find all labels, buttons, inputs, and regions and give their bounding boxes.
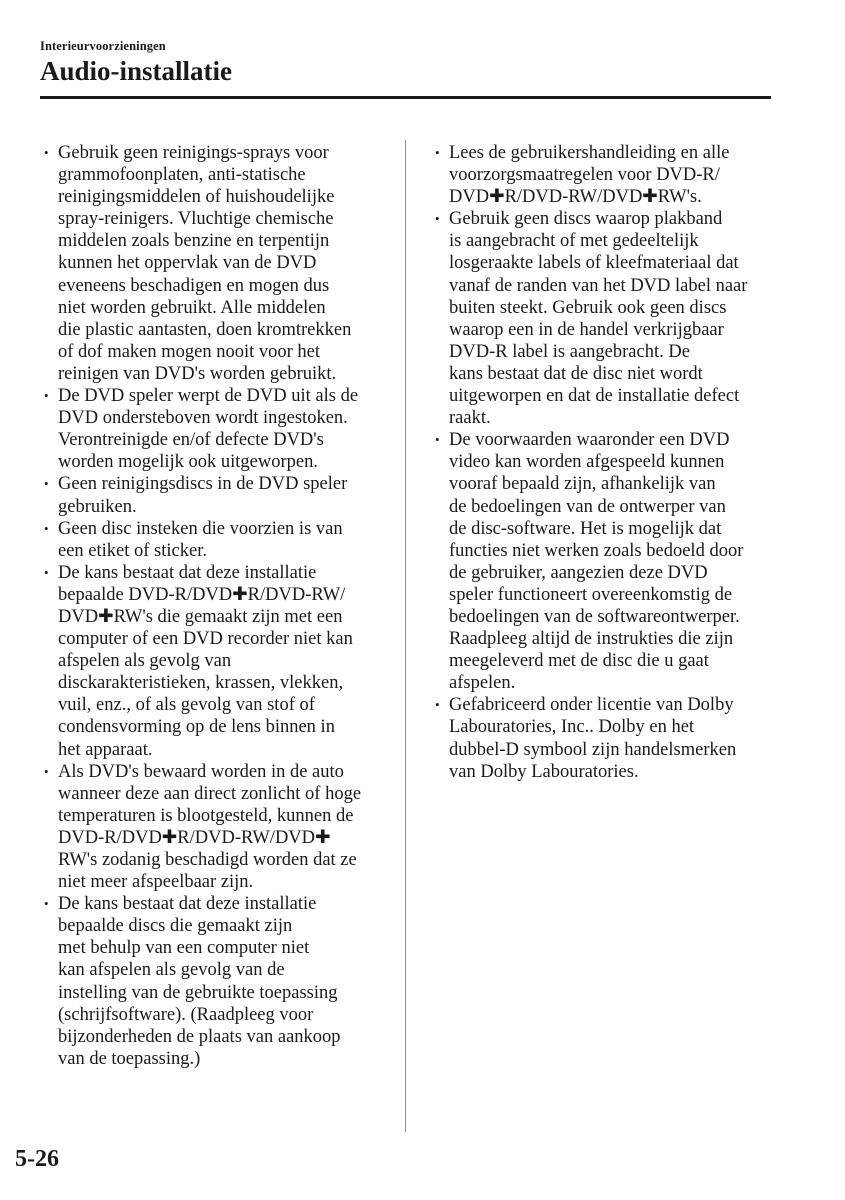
list-item: • Lees de gebruikershandleiding en alle voorzorgsmaatregelen voor DVD-R/ DVD✚R/DVD-RW/DVD✚RW's. <box>435 142 775 208</box>
list-item: • Gefabriceerd onder licentie van Dolby Labouratories, Inc.. Dolby en het dubbel-D symbool zijn handelsmerken van Dolby Labouratories. <box>435 694 775 782</box>
list-item: • De kans bestaat dat deze installatie bepaalde DVD-R/DVD✚R/DVD-RW/ DVD✚RW's die gemaakt zijn met een computer of een DVD recorder niet kan afspelen als gevolg van disckarakteristieken, krassen, vlekken, vuil, enz., of als gevolg van stof of condensvorming op de lens binnen in het apparaat. <box>44 562 389 761</box>
page-title: Audio-installatie <box>40 56 233 86</box>
header-rule <box>40 96 771 99</box>
list-item: • De voorwaarden waaronder een DVD video kan worden afgespeeld kunnen vooraf bepaald zijn, afhankelijk van de bedoelingen van de ontwerper van de disc-software. Het is mogelijk dat functies niet werken zoals bedoeld door de gebruiker, aangezien deze DVD speler functioneert overeenkomstig de bedoelingen van de softwareontwerper. Raadpleeg altijd de instrukties die zijn meegeleverd met de disc die u gaat afspelen. <box>435 429 775 694</box>
column-divider <box>405 140 406 1132</box>
section-label: Interieurvoorzieningen <box>40 39 166 53</box>
right-bullet-list <box>435 142 775 783</box>
left-column <box>44 142 389 1070</box>
list-item: • Als DVD's bewaard worden in de auto wanneer deze aan direct zonlicht of hoge temperaturen is blootgesteld, kunnen de DVD-R/DVD✚R/DVD-RW/DVD✚ RW's zodanig beschadigd worden dat ze niet meer afspeelbaar zijn. <box>44 761 389 894</box>
list-item: • Geen reinigingsdiscs in de DVD speler gebruiken. <box>44 473 389 517</box>
page-number: 5-26 <box>15 1146 59 1172</box>
list-item: • Gebruik geen reinigings-sprays voor grammofoonplaten, anti-statische reinigingsmiddelen of huishoudelijke spray-reinigers. Vluchtige chemische middelen zoals benzine en terpentijn kunnen het oppervlak van de DVD eveneens beschadigen en mogen dus niet worden gebruikt. Alle middelen die plastic aantasten, doen kromtrekken of dof maken mogen nooit voor het reinigen van DVD's worden gebruikt. <box>44 142 389 385</box>
left-bullet-list <box>44 142 389 1070</box>
right-column <box>435 142 775 783</box>
list-item: • De kans bestaat dat deze installatie bepaalde discs die gemaakt zijn met behulp van een computer niet kan afspelen als gevolg van de instelling van de gebruikte toepassing (schrijfsoftware). (Raadpleeg voor bijzonderheden de plaats van aankoop van de toepassing.) <box>44 893 389 1070</box>
list-item: • De DVD speler werpt de DVD uit als de DVD ondersteboven wordt ingestoken. Verontreinigde en/of defecte DVD's worden mogelijk ook uitgeworpen. <box>44 385 389 473</box>
list-item: • Gebruik geen discs waarop plakband is aangebracht of met gedeeltelijk losgeraakte labels of kleefmateriaal dat vanaf de randen van het DVD label naar buiten steekt. Gebruik ook geen discs waarop een in de handel verkrijgbaar DVD-R label is aangebracht. De kans bestaat dat de disc niet wordt uitgeworpen en dat de installatie defect raakt. <box>435 208 775 429</box>
list-item: • Geen disc insteken die voorzien is van een etiket of sticker. <box>44 518 389 562</box>
